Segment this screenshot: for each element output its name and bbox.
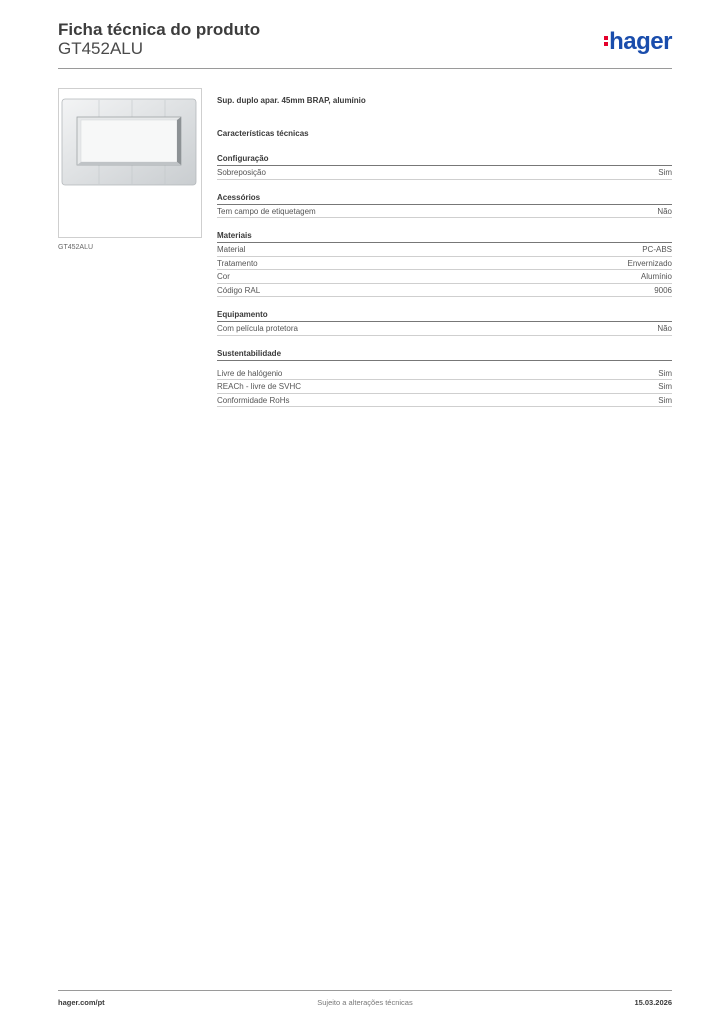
spec-group-acessorios [217,193,672,219]
spec-group-sustentabilidade [217,349,672,408]
spec-label: Código RAL [217,285,261,295]
group-title: Configuração [217,154,672,166]
spec-label: Sobreposição [217,168,266,177]
logo-dots-icon [604,34,608,48]
spec-row [217,394,672,408]
spec-row [217,257,672,271]
spec-label: Material [217,245,246,254]
spec-label: Tratamento [217,258,258,268]
spec-value: Sim [658,395,672,405]
spec-row [217,205,672,219]
group-title: Equipamento [217,310,672,322]
spec-row [217,367,672,381]
spec-row [217,166,672,180]
spec-row [217,243,672,257]
footer-date: 15.03.2026 [634,998,672,1007]
footer-divider [58,990,672,991]
logo-text: hager [609,28,672,55]
spec-label: REACh - livre de SVHC [217,382,302,391]
header-divider [58,68,672,69]
spec-group-equipamento [217,310,672,336]
spec-row [217,380,672,394]
spec-label: Livre de halógenio [217,368,283,378]
spec-label: Com película protetora [217,324,298,333]
spec-group-configuracao [217,154,672,180]
spec-value: Não [657,324,672,333]
spec-value: Sim [658,382,672,391]
footer-notice: Sujeito a alterações técnicas [317,998,413,1007]
hager-logo [604,28,672,56]
image-caption: GT452ALU [58,244,94,251]
group-title: Acessórios [217,193,672,205]
spec-row [217,284,672,298]
spec-row [217,322,672,336]
product-image [58,88,202,238]
spec-label: Tem campo de etiquetagem [217,206,316,216]
page-header [58,20,672,70]
document-title: Ficha técnica do produto [58,20,261,39]
footer-website[interactable]: hager.com/pt [58,998,105,1007]
spec-group-materiais [217,231,672,297]
spec-value: Sim [658,168,672,177]
group-title: Materiais [217,231,672,243]
spec-value: Envernizado [627,258,672,268]
cover-plate-icon [59,89,201,237]
spec-value: Não [657,206,672,216]
spec-label: Cor [217,272,230,281]
spec-value: 9006 [654,285,672,295]
group-title: Sustentabilidade [217,349,672,361]
specs-title: Características técnicas [217,129,309,138]
product-name: Sup. duplo apar. 45mm BRAP, alumínio [217,96,366,105]
product-code: GT452ALU [58,39,144,58]
spec-section [217,96,672,407]
spec-row [217,270,672,284]
spec-value: Alumínio [640,272,672,281]
spec-value: Sim [658,368,672,378]
spec-value: PC-ABS [642,245,672,254]
spec-label: Conformidade RoHs [217,395,290,405]
